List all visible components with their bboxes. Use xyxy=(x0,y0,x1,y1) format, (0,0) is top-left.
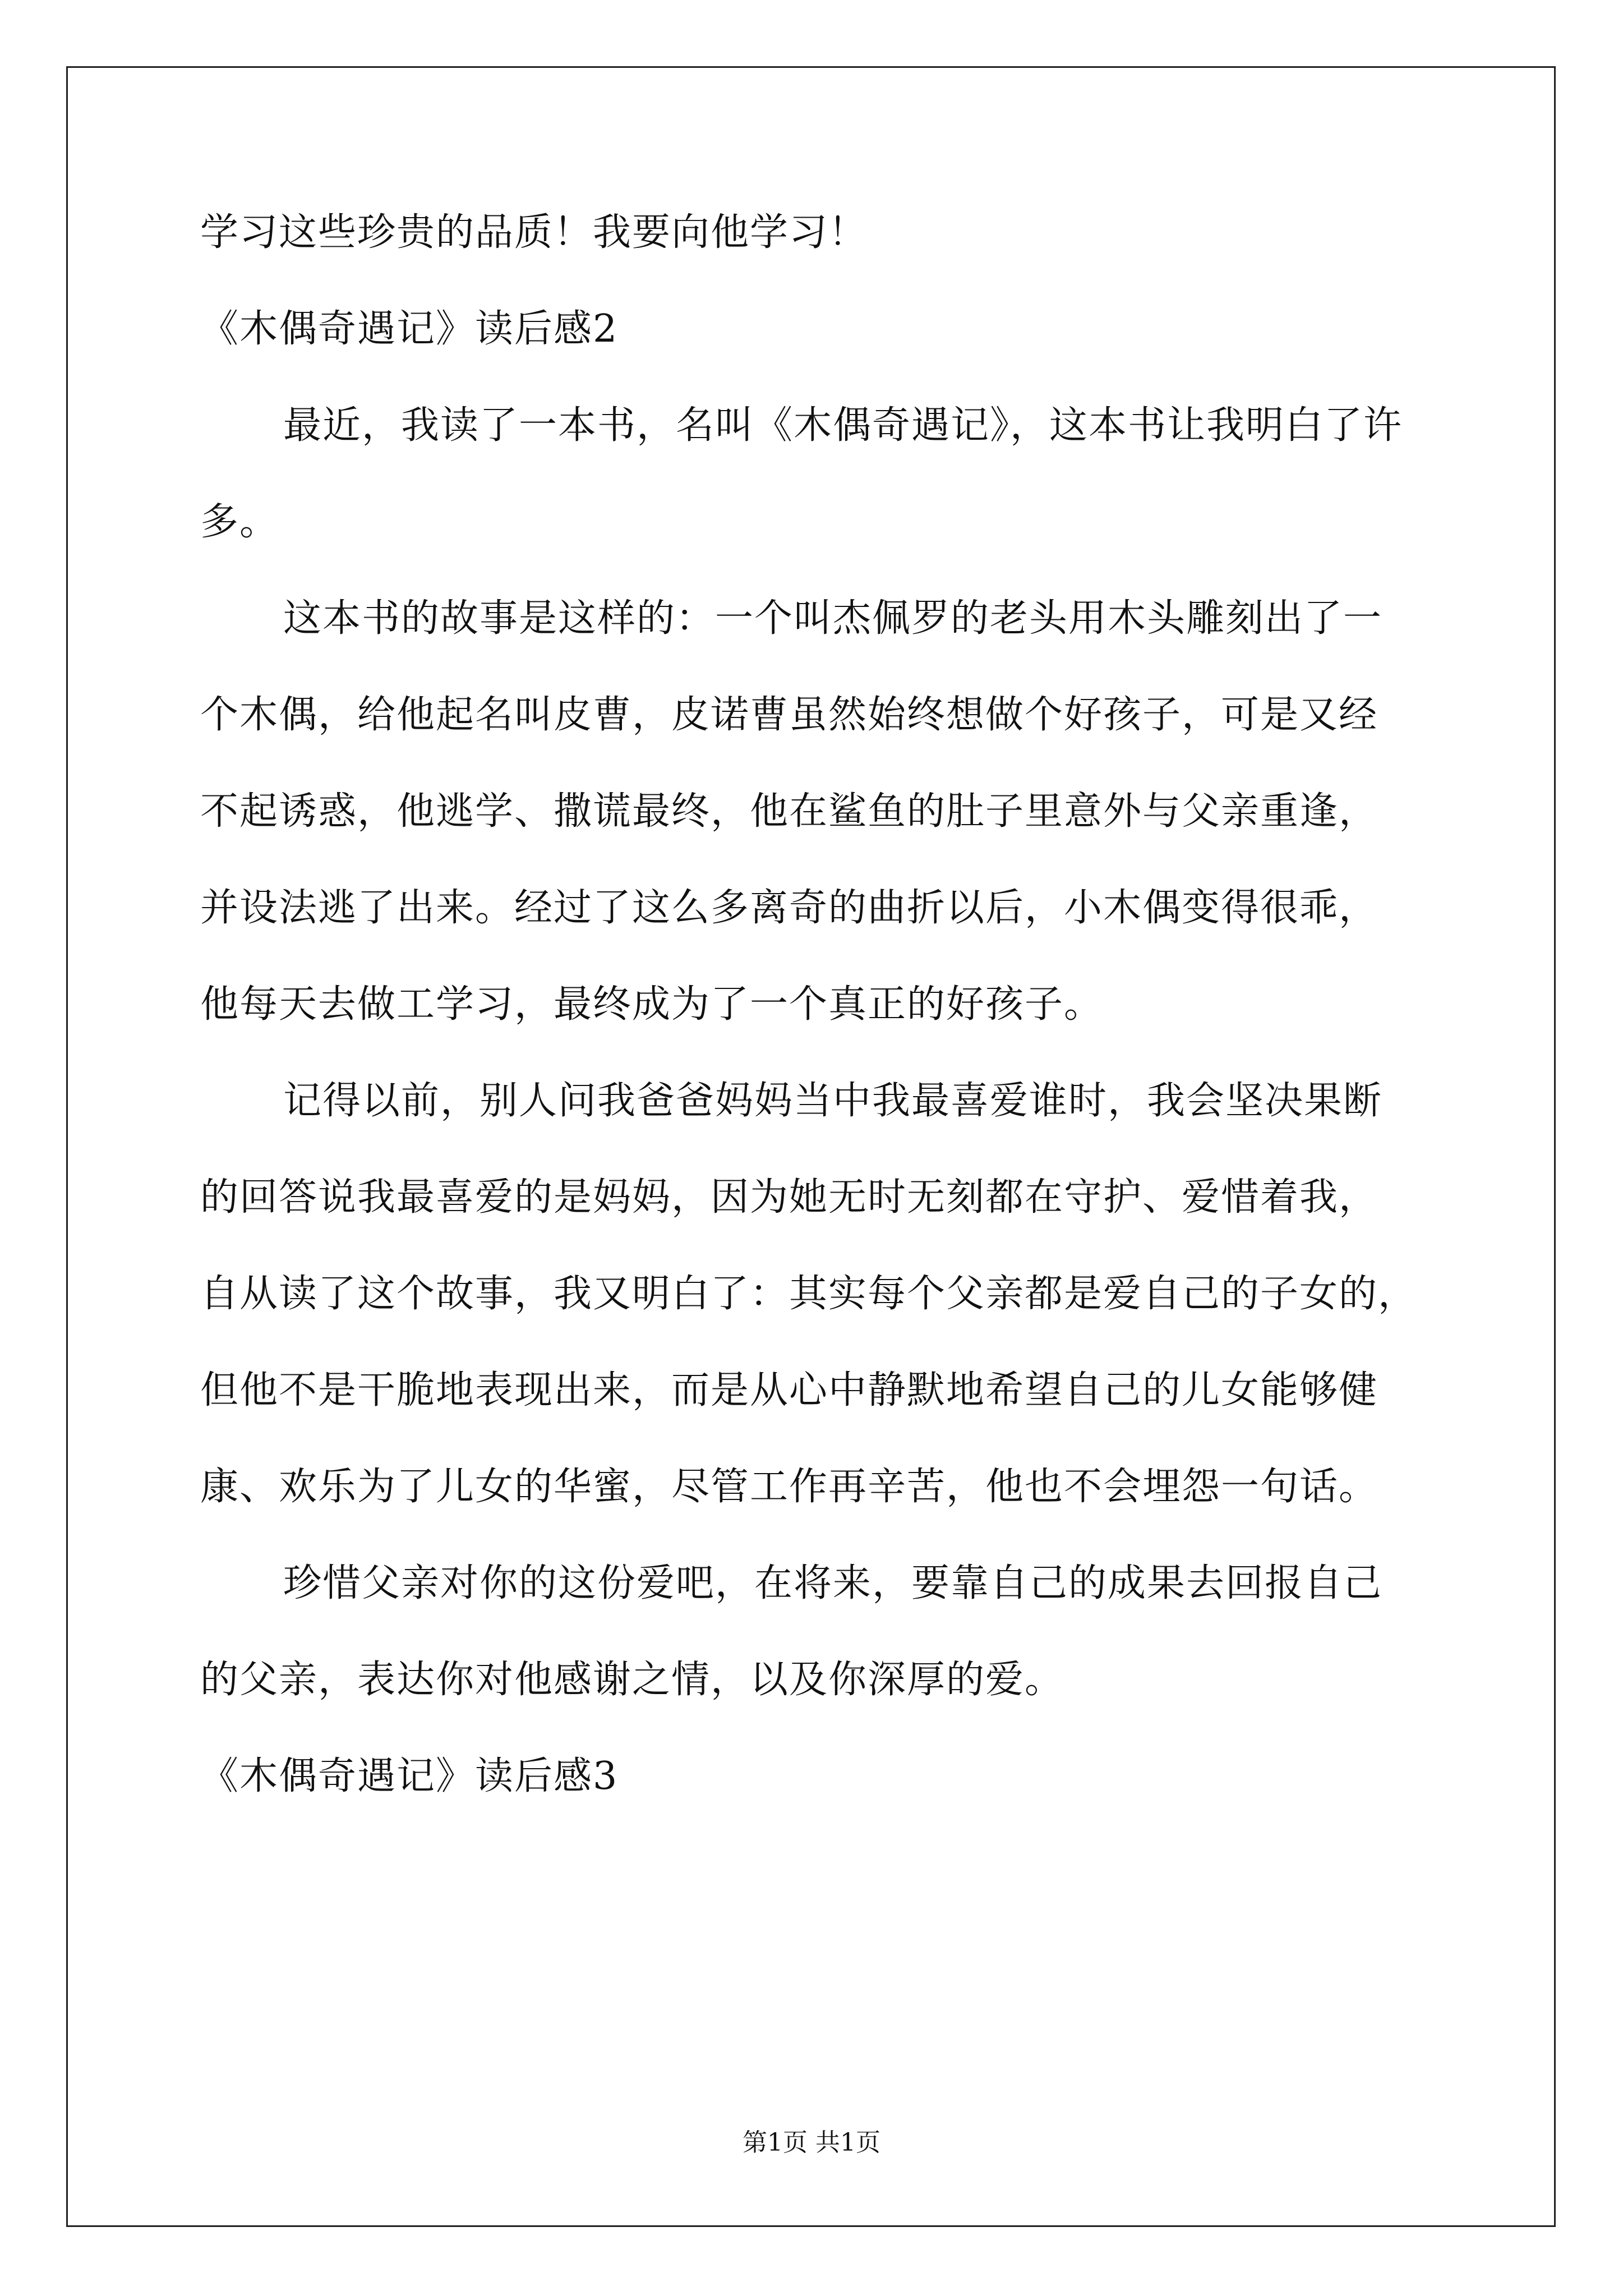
paragraph-line: 最近，我读了一本书，名叫《木偶奇遇记》，这本书让我明白了许 xyxy=(283,403,1403,448)
paragraph-line: 但他不是干脆地表现出来，而是从心中静默地希望自己的儿女能够健 xyxy=(200,1368,1378,1412)
paragraph-line: 多。 xyxy=(200,500,279,544)
page-border xyxy=(66,66,1556,2227)
paragraph-line: 的父亲，表达你对他感谢之情，以及你深厚的爱。 xyxy=(200,1658,1064,1702)
paragraph-line: 自从读了这个故事，我又明白了：其实每个父亲都是爱自己的子女的， xyxy=(200,1272,1418,1316)
paragraph-line: 并设法逃了出来。经过了这么多离奇的曲折以后，小木偶变得很乖， xyxy=(200,886,1378,930)
paragraph-line: 这本书的故事是这样的：一个叫杰佩罗的老头用木头雕刻出了一 xyxy=(283,596,1383,641)
paragraph-line: 不起诱惑，他逃学、撒谎最终，他在鲨鱼的肚子里意外与父亲重逢， xyxy=(200,789,1378,834)
paragraph-line: 的回答说我最喜爱的是妈妈，因为她无时无刻都在守护、爱惜着我， xyxy=(200,1175,1378,1220)
paragraph-line: 记得以前，别人问我爸爸妈妈当中我最喜爱谁时，我会坚决果断 xyxy=(283,1079,1383,1123)
text-line: 学习这些珍贵的品质！我要向他学习！ xyxy=(200,210,868,255)
section-heading: 《木偶奇遇记》读后感3 xyxy=(200,1754,619,1798)
paragraph-line: 个木偶，给他起名叫皮曹，皮诺曹虽然始终想做个好孩子，可是又经 xyxy=(200,693,1378,737)
section-heading: 《木偶奇遇记》读后感2 xyxy=(200,307,619,351)
paragraph-line: 他每天去做工学习，最终成为了一个真正的好孩子。 xyxy=(200,982,1104,1027)
paragraph-line: 珍惜父亲对你的这份爱吧，在将来，要靠自己的成果去回报自己 xyxy=(283,1561,1383,1605)
page-footer: 第1页 共1页 xyxy=(743,2128,880,2157)
paragraph-line: 康、欢乐为了儿女的华蜜，尽管工作再辛苦，他也不会埋怨一句话。 xyxy=(200,1465,1378,1509)
